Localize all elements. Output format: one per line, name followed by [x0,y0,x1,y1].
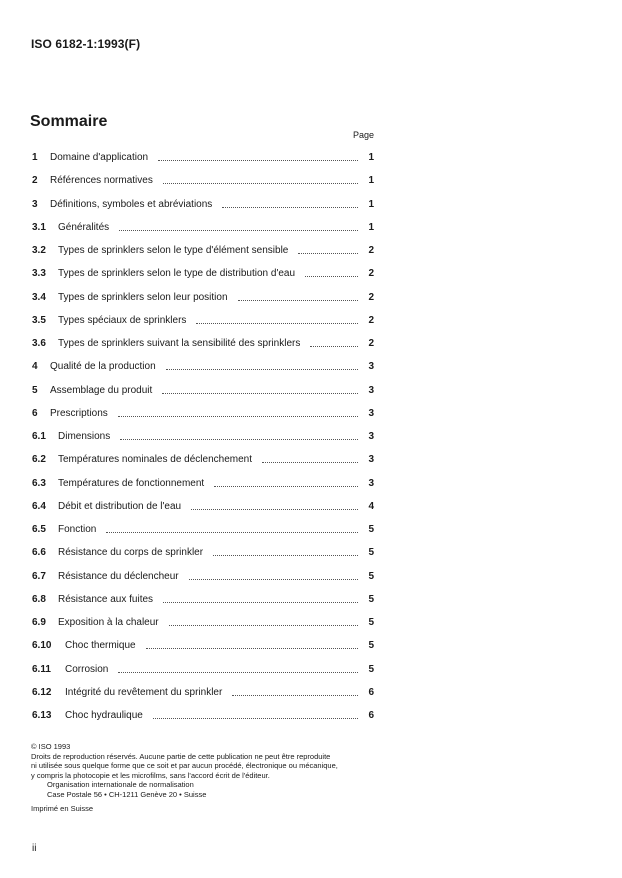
toc-entry-number: 1 [32,152,38,163]
toc-entry[interactable] [0,709,622,723]
organization-address: Case Postale 56 • CH-1211 Genève 20 • Suisse [47,789,207,799]
rights-text-line: y compris la photocopie et les microfilms, sans l'accord écrit de l'éditeur. [31,770,270,780]
toc-entry-title: Choc hydraulique [65,710,143,721]
toc-entry-page: 6 [368,710,374,721]
toc-entry-page: 1 [368,198,374,210]
toc-dot-leader [158,160,358,161]
toc-entry-number: 3.6 [32,338,46,349]
toc-entry-page: 1 [368,221,374,233]
copyright-line: © ISO 1993 [31,742,71,751]
toc-entry-page: 3 [368,431,374,442]
toc-entry-page: 5 [368,640,374,652]
toc-title: Sommaire [30,113,108,130]
toc-entry-number: 5 [32,384,38,396]
printed-in: Imprimé en Suisse [31,803,94,813]
toc-entry-number: 3 [32,198,38,210]
toc-entry-number: 6.12 [32,686,52,698]
toc-dot-leader [232,695,358,696]
toc-entry-number: 3.5 [32,314,46,326]
toc-entry[interactable] [0,453,622,467]
toc-dot-leader [305,276,358,277]
toc-dot-leader [119,230,358,231]
toc-entry-page: 3 [368,361,374,373]
toc-entry-page: 5 [368,547,374,559]
toc-dot-leader [214,486,358,487]
toc-entry-page: 3 [368,477,374,489]
toc-entry[interactable] [0,546,622,560]
toc-entry-page: 2 [368,314,374,326]
toc-entry-page: 5 [368,593,374,605]
toc-entry-page: 3 [368,407,374,419]
toc-entry[interactable] [0,360,622,374]
toc-entry-number: 6.6 [32,547,46,559]
toc-entry-page: 5 [368,663,374,675]
toc-entry-title: Intégrité du revêtement du sprinkler [65,686,223,698]
toc-entry[interactable] [0,198,622,212]
toc-entry-page: 1 [368,152,374,163]
toc-entry[interactable] [0,477,622,491]
toc-dot-leader [146,648,358,649]
copyright-notice [31,742,391,813]
toc-entry-title: Dimensions [58,431,111,442]
toc-dot-leader [169,625,358,626]
toc-entry-page: 1 [368,175,374,187]
organization-name: Organisation internationale de normalisation [47,780,194,790]
toc-entry-title: Assemblage du produit [50,384,153,396]
toc-entry-page: 2 [368,245,374,256]
toc-entry-number: 6.13 [32,710,52,721]
toc-entry-number: 3.2 [32,245,46,256]
toc-dot-leader [106,532,358,533]
toc-entry-title: Qualité de la production [50,361,156,373]
toc-entry-number: 6.5 [32,524,46,535]
toc-entry-title: Résistance aux fuites [58,593,154,605]
toc-entry-title: Types de sprinklers suivant la sensibilité des sprinklers [58,338,301,349]
toc-entry-title: Corrosion [65,663,109,675]
toc-entry-title: Prescriptions [50,407,108,419]
toc-entry-title: Références normatives [50,175,153,187]
toc-entry-number: 4 [32,361,38,373]
toc-entry-page: 5 [368,570,374,582]
toc-entry-number: 2 [32,175,38,187]
toc-entry-page: 2 [368,338,374,349]
toc-dot-leader [163,602,358,603]
toc-entry-page: 2 [368,291,374,303]
toc-dot-leader [189,579,358,580]
toc-entry-title: Domaine d'application [50,152,149,163]
toc-entry-title: Résistance du déclencheur [58,570,179,582]
toc-dot-leader [262,462,358,463]
toc-entry-title: Températures de fonctionnement [58,477,205,489]
toc-entry-title: Types de sprinklers selon le type de distribution d'eau [58,268,296,280]
toc-entry[interactable] [0,267,622,281]
toc-entry[interactable] [0,174,622,188]
toc-entry-page: 3 [368,454,374,466]
toc-entry[interactable] [0,523,622,537]
toc-entry-page: 6 [368,686,374,698]
toc-entry-page: 5 [368,524,374,535]
toc-entry-title: Types spéciaux de sprinklers [58,314,187,326]
toc-entry-title: Types de sprinklers selon le type d'élément sensible [58,245,289,256]
toc-entry[interactable] [0,244,622,258]
toc-entry-number: 3.3 [32,268,46,280]
rights-text-line: ni utilisée sous quelque forme que ce soit et par aucun procédé, électronique ou mécanique, [31,761,338,771]
toc-entry[interactable] [0,686,622,700]
toc-dot-leader [166,369,358,370]
toc-dot-leader [196,323,358,324]
document-id: ISO 6182-1:1993(F) [31,37,141,51]
toc-entry-number: 6.3 [32,477,46,489]
toc-entry-page: 5 [368,617,374,628]
toc-entry-page: 2 [368,268,374,280]
toc-entry[interactable] [0,314,622,328]
toc-entry-page: 4 [368,500,374,512]
toc-dot-leader [118,416,358,417]
toc-entry[interactable] [0,593,622,607]
toc-entry[interactable] [0,337,622,351]
toc-entry-title: Définitions, symboles et abréviations [50,198,213,210]
toc-entry[interactable] [0,407,622,421]
toc-page-column-label: Page [352,130,374,140]
toc-entry-title: Exposition à la chaleur [58,617,159,628]
toc-entry-number: 3.1 [32,221,46,233]
toc-entry-number: 6.8 [32,593,46,605]
toc-entry-number: 6.1 [32,431,46,442]
toc-entry-title: Types de sprinklers selon leur position [58,291,228,303]
toc-entry[interactable] [0,151,622,165]
toc-entry-title: Débit et distribution de l'eau [58,500,182,512]
toc-entry-page: 3 [368,384,374,396]
toc-entry[interactable] [0,291,622,305]
toc-dot-leader [310,346,358,347]
toc-dot-leader [238,300,358,301]
toc-dot-leader [163,183,358,184]
toc-entry[interactable] [0,570,622,584]
toc-entry-title: Choc thermique [65,640,136,652]
toc-entry-number: 6.10 [32,640,52,652]
toc-dot-leader [213,555,358,556]
toc-dot-leader [191,509,358,510]
toc-dot-leader [118,672,358,673]
page-number: ii [32,843,37,854]
toc-entry[interactable] [0,500,622,514]
toc-entry-title: Températures nominales de déclenchement [58,454,252,466]
toc-entry[interactable] [0,616,622,630]
toc-entry-number: 3.4 [32,291,46,303]
toc-entry[interactable] [0,639,622,653]
toc-entry-number: 6.7 [32,570,46,582]
toc-dot-leader [162,393,358,394]
toc-entry-number: 6 [32,407,38,419]
toc-entry-number: 6.2 [32,454,46,466]
toc-entry-number: 6.9 [32,617,46,628]
toc-entry-number: 6.11 [32,663,51,675]
toc-entry[interactable] [0,663,622,677]
toc-dot-leader [120,439,358,440]
rights-text-line: Droits de reproduction réservés. Aucune partie de cette publication ne peut être reproduite [31,751,331,761]
toc-entry[interactable] [0,221,622,235]
toc-entry-title: Résistance du corps de sprinkler [58,547,204,559]
toc-dot-leader [222,207,358,208]
toc-entry-title: Fonction [58,524,97,535]
toc-entry-number: 6.4 [32,500,46,512]
toc-dot-leader [298,253,358,254]
toc-entry-title: Généralités [58,221,110,233]
toc-entry[interactable] [0,430,622,444]
toc-entry[interactable] [0,384,622,398]
toc-dot-leader [153,718,358,719]
